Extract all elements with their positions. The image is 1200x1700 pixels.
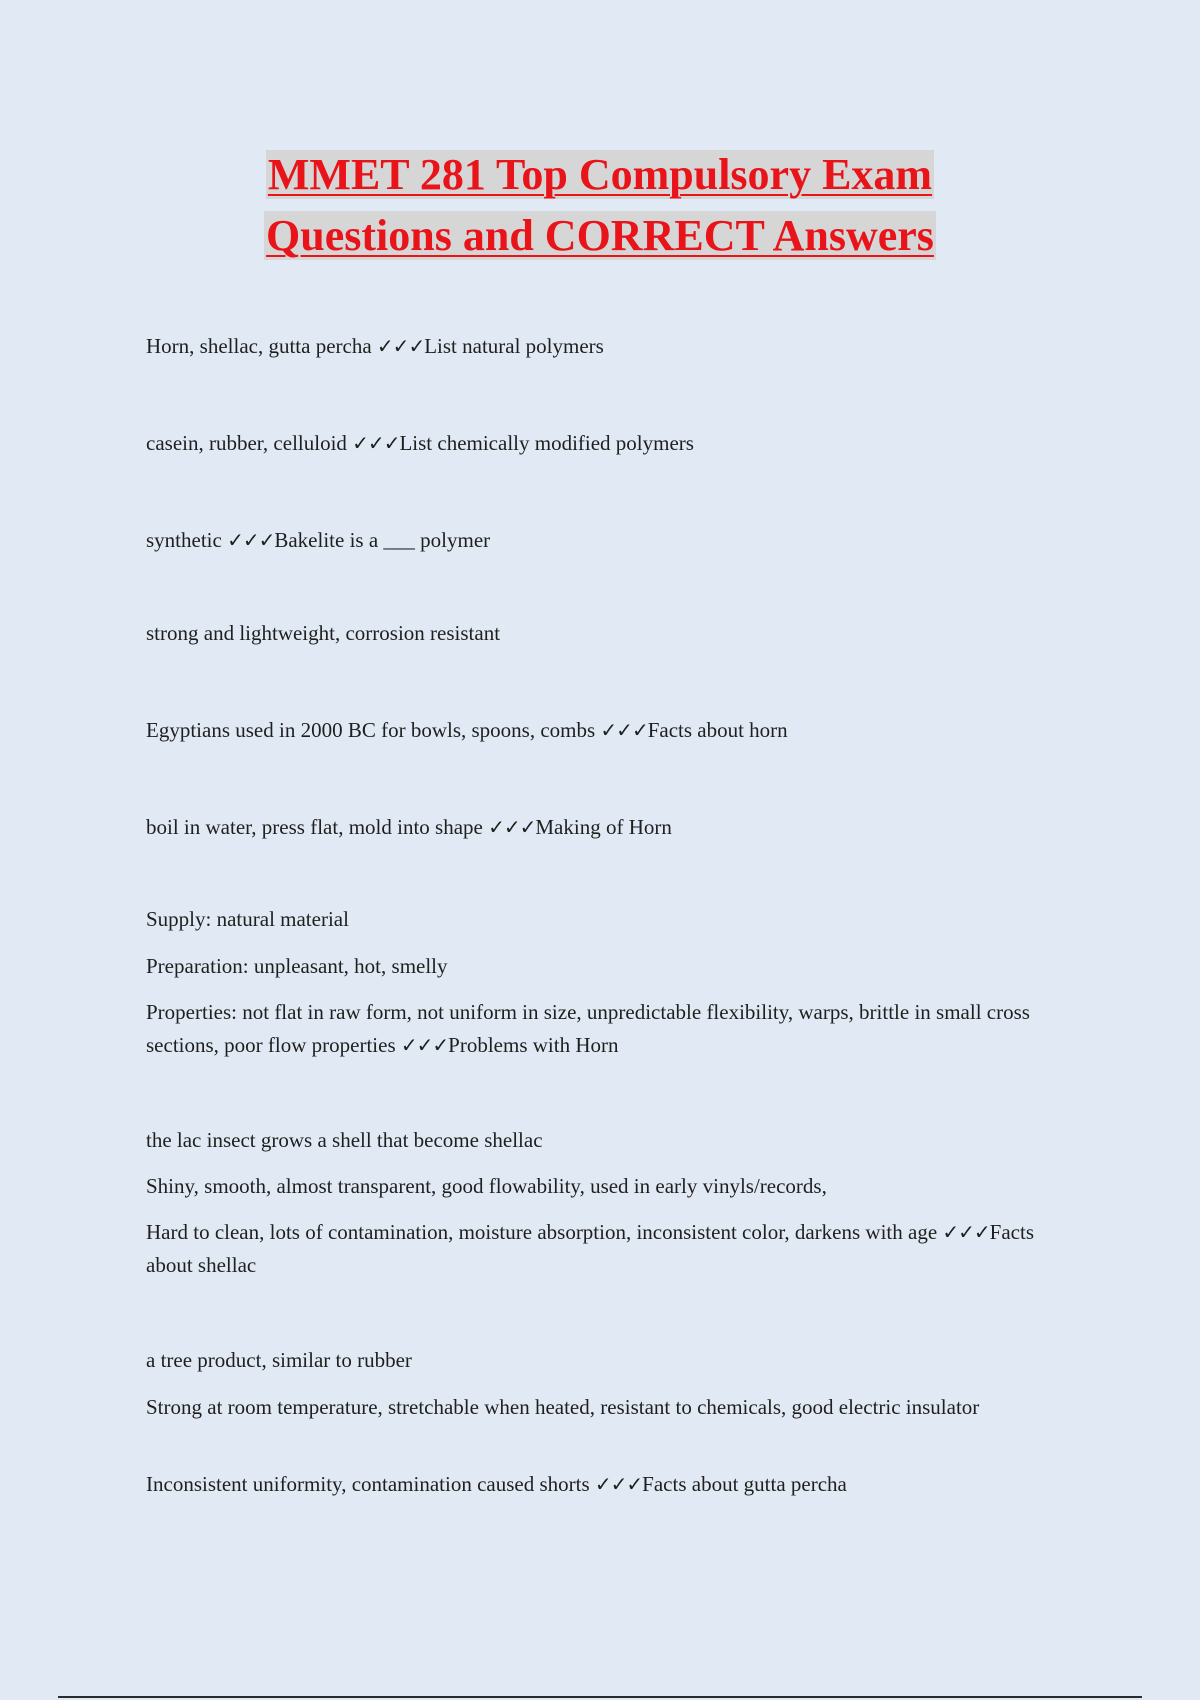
check-marks: ✓✓✓ — [488, 815, 536, 839]
qa-item — [146, 427, 1066, 460]
answer-text: Horn, shellac, gutta percha — [146, 334, 377, 358]
answer-text: casein, rubber, celluloid — [146, 431, 353, 455]
question-text: Problems with Horn — [448, 1033, 619, 1057]
question-text: List chemically modified polymers — [399, 431, 694, 455]
question-text: Facts about gutta percha — [642, 1472, 847, 1496]
check-marks: ✓✓✓ — [600, 718, 648, 742]
horn-properties — [146, 996, 1066, 1062]
answer-text: Egyptians used in 2000 BC for bowls, spoons, combs — [146, 718, 601, 742]
footer-divider — [58, 1696, 1142, 1698]
qa-item — [146, 714, 1066, 747]
answer-text: Inconsistent uniformity, contamination caused shorts — [146, 1472, 595, 1496]
gutta-percha-line-3 — [146, 1468, 1066, 1501]
gutta-percha-line-1: a tree product, similar to rubber — [146, 1348, 412, 1372]
question-text: Making of Horn — [535, 815, 672, 839]
check-marks: ✓✓✓ — [227, 528, 275, 552]
qa-item — [146, 330, 1066, 363]
check-marks: ✓✓✓ — [400, 1033, 449, 1057]
answer-text: boil in water, press flat, mold into shape — [146, 815, 489, 839]
horn-supply: Supply: natural material — [146, 907, 349, 931]
check-marks: ✓✓✓ — [942, 1220, 990, 1244]
shellac-line-1: the lac insect grows a shell that become shellac — [146, 1128, 543, 1152]
qa-item — [146, 811, 1066, 844]
answer-text: synthetic — [146, 528, 228, 552]
question-text: Facts about shellac — [146, 1220, 1040, 1277]
question-text: Bakelite is a ___ polymer — [274, 528, 491, 552]
shellac-line-3 — [146, 1216, 1066, 1282]
qa-item — [146, 617, 1066, 650]
title-block — [0, 144, 1200, 266]
document-title: MMET 281 Top Compulsory Exam Questions and CORRECT Answers — [266, 150, 934, 260]
check-marks: ✓✓✓ — [594, 1472, 643, 1496]
check-marks: ✓✓✓ — [376, 334, 425, 358]
answer-text: Properties: not flat in raw form, not uniform in size, unpredictable flexibility, warps, brittle in small cross sections, poor flow properties — [146, 1000, 1036, 1057]
answer-text: strong and lightweight, corrosion resistant — [146, 621, 501, 645]
question-text: Facts about horn — [647, 718, 788, 742]
question-text: List natural polymers — [424, 334, 604, 358]
shellac-line-2: Shiny, smooth, almost transparent, good flowability, used in early vinyls/records, — [146, 1174, 827, 1198]
gutta-percha-line-2: Strong at room temperature, stretchable when heated, resistant to chemicals, good electric insulator — [146, 1395, 980, 1419]
qa-item — [146, 524, 1066, 557]
horn-preparation: Preparation: unpleasant, hot, smelly — [146, 954, 448, 978]
answer-text: Hard to clean, lots of contamination, moisture absorption, inconsistent color, darkens with age — [146, 1220, 943, 1244]
check-marks: ✓✓✓ — [352, 431, 400, 455]
